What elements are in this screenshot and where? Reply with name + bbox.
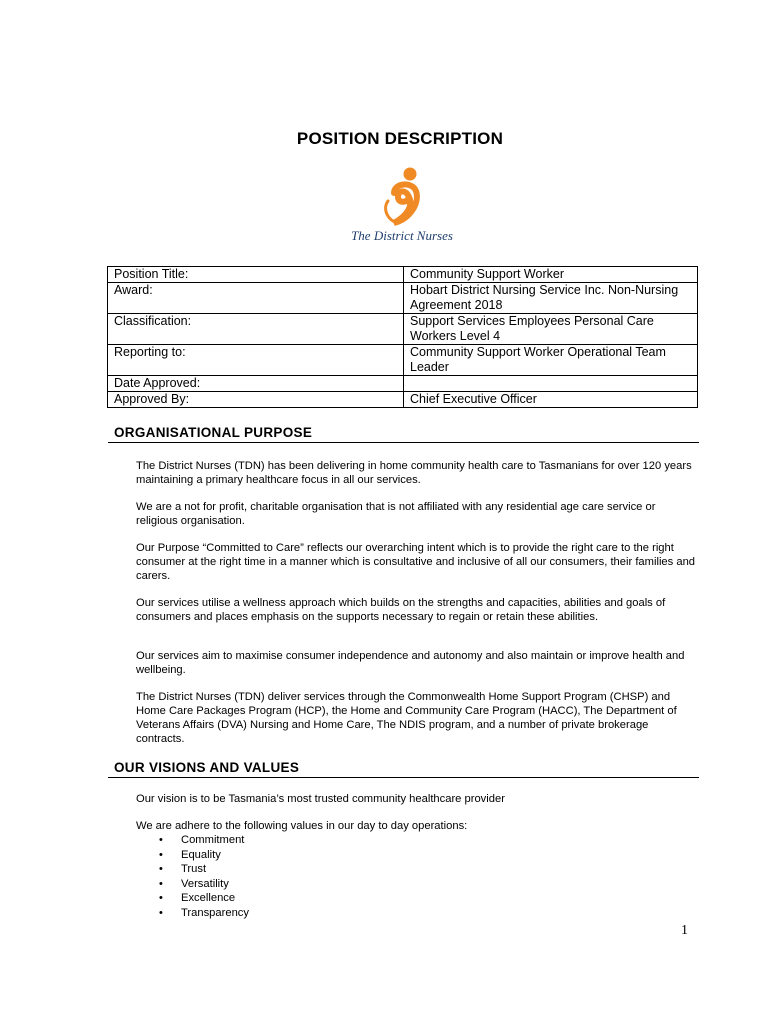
list-item: • Commitment	[155, 833, 249, 848]
table-value	[404, 376, 698, 392]
list-item: • Excellence	[155, 891, 249, 906]
table-label: Position Title:	[108, 267, 404, 283]
purpose-paragraph: The District Nurses (TDN) has been delivering in home community health care to Tasmanians for over 120 years maintaining a primary healthcare focus in all our services.	[136, 460, 692, 486]
district-nurses-logo	[336, 163, 468, 245]
table-value: Support Services Employees Personal Care Workers Level 4	[404, 314, 698, 345]
section-heading-visions: OUR VISIONS AND VALUES	[108, 760, 699, 778]
document-title: POSITION DESCRIPTION	[296, 129, 504, 148]
position-info-table	[107, 266, 698, 408]
vision-statement: Our vision is to be Tasmania’s most trusted community healthcare provider	[136, 793, 505, 805]
table-label: Approved By:	[108, 392, 404, 408]
purpose-paragraph: The District Nurses (TDN) deliver services through the Commonwealth Home Support Program (CHSP) and Home Care Packages Program (HCP), the Home and Community Care Program (HACC), The Department of Veterans Affairs (DVA) Nursing and Home Care, The NDIS program, and a number of private brokerage contracts.	[136, 691, 677, 745]
values-list	[155, 833, 249, 920]
section-heading-purpose: ORGANISATIONAL PURPOSE	[108, 425, 699, 443]
purpose-paragraph: We are a not for profit, charitable organisation that is not affiliated with any residential age care service or religious organisation.	[136, 501, 656, 527]
table-row	[108, 376, 698, 392]
values-intro: We are adhere to the following values in our day to day operations:	[136, 820, 468, 832]
table-label: Award:	[108, 283, 404, 314]
purpose-paragraph: Our services aim to maximise consumer independence and autonomy and also maintain or improve health and wellbeing.	[136, 650, 685, 676]
logo-text: The District Nurses	[351, 228, 453, 243]
table-value: Hobart District Nursing Service Inc. Non-Nursing Agreement 2018	[404, 283, 698, 314]
table-row	[108, 283, 698, 314]
purpose-paragraph: Our services utilise a wellness approach which builds on the strengths and capacities, abilities and goals of consumers and places emphasis on the supports necessary to regain or retain these abilities.	[136, 597, 666, 623]
table-row	[108, 314, 698, 345]
table-label: Classification:	[108, 314, 404, 345]
table-value: Community Support Worker	[404, 267, 698, 283]
table-row	[108, 345, 698, 376]
table-row	[108, 267, 698, 283]
table-row	[108, 392, 698, 408]
purpose-paragraph: Our Purpose “Committed to Care” reflects our overarching intent which is to provide the right care to the right consumer at the right time in a manner which is consultative and inclusive of all our consumers, their families and carers.	[136, 542, 696, 582]
table-label: Reporting to:	[108, 345, 404, 376]
list-item: • Equality	[155, 848, 249, 863]
table-value: Chief Executive Officer	[404, 392, 698, 408]
list-item: • Transparency	[155, 906, 249, 921]
table-label: Date Approved:	[108, 376, 404, 392]
list-item: • Trust	[155, 862, 249, 877]
page-number: 1	[681, 923, 688, 938]
table-value: Community Support Worker Operational Team Leader	[404, 345, 698, 376]
list-item: • Versatility	[155, 877, 249, 892]
